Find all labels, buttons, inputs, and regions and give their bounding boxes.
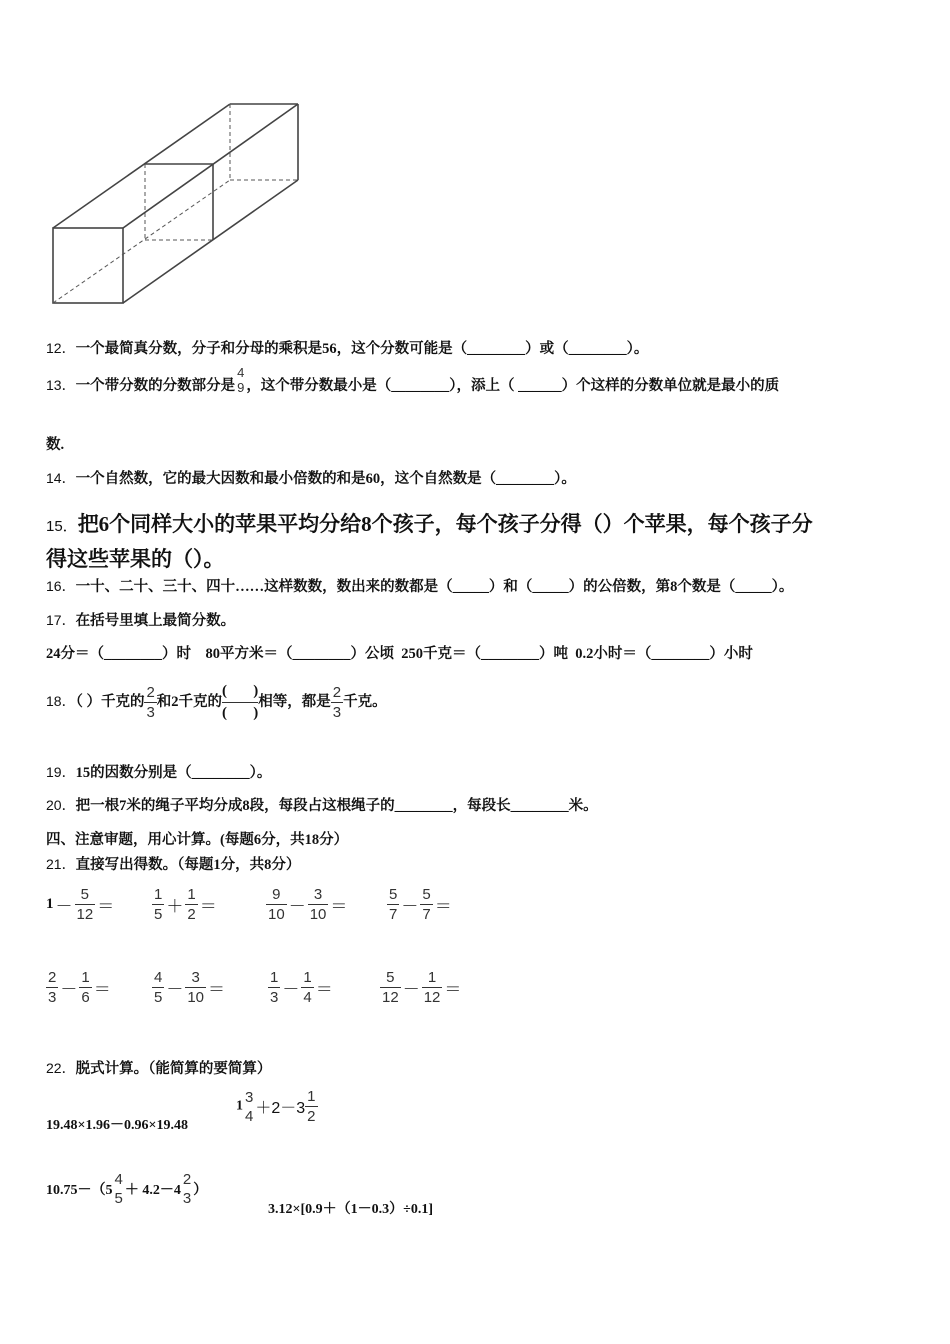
calc-item: $\frac{5}{12}$ － $\frac{1}{12}$ ＝	[382, 969, 462, 1006]
fraction: 2 3	[182, 1171, 192, 1207]
fraction: $\frac{1}{5}$	[154, 886, 163, 923]
question-13-cont: 数.	[46, 437, 65, 453]
calc-item: 1 － $\frac{5}{12}$ ＝	[46, 886, 115, 923]
question-20	[46, 794, 598, 815]
fraction: $\frac{5}{12}$	[76, 886, 94, 923]
fraction: $\frac{1}{4}$	[303, 969, 312, 1006]
question-number: 16．	[46, 578, 76, 594]
blank-fraction[interactable]: ( ) ( )	[222, 683, 259, 721]
fraction: 4 9	[237, 365, 245, 395]
fraction: $\frac{1}{2}$	[187, 886, 196, 923]
question-12	[46, 337, 648, 358]
calc-expression: 19.48×1.96－0.96×19.48	[46, 1118, 188, 1133]
fraction: 3 4	[245, 1088, 254, 1125]
question-text: 一十、二十、三十、四十……这样数数，数出来的数都是（_____）和（_____）的公倍数，第8个数是（_____）。	[75, 579, 794, 595]
fraction: $\frac{2}{3}$	[146, 684, 155, 721]
calc-item: $\frac{1}{3}$ － $\frac{1}{4}$ ＝	[270, 969, 333, 1006]
question-22	[46, 1057, 271, 1078]
fraction: $\frac{1}{2}$	[307, 1088, 316, 1125]
question-21	[46, 853, 300, 874]
calc-expression: 10.75－（5 4 5 ＋ 4.2－4 2 3 ）	[46, 1171, 208, 1207]
calc-item: $\frac{2}{3}$ － $\frac{1}{6}$ ＝	[48, 969, 111, 1006]
fraction: $\frac{2}{3}$	[48, 969, 57, 1006]
question-14	[46, 467, 576, 488]
fraction: $\frac{3}{10}$	[187, 969, 205, 1006]
question-number: 12．	[46, 340, 76, 356]
question-number: 14．	[46, 470, 76, 486]
calc-item: $\frac{5}{7}$ － $\frac{5}{7}$ ＝	[389, 886, 452, 923]
fraction: $\frac{1}{12}$	[423, 969, 441, 1006]
question-text: 在括号里填上最简分数。	[75, 613, 236, 629]
fraction: $\frac{9}{10}$	[268, 886, 285, 923]
question-18	[46, 684, 387, 721]
question-text: 一个最简真分数，分子和分母的乘积是56，这个分数可能是（________）或（________）。	[75, 341, 649, 357]
question-text: 15的因数分别是（________）。	[75, 765, 272, 781]
question-text: 千克。	[343, 693, 387, 710]
question-number: 19．	[46, 764, 76, 780]
question-17	[46, 609, 235, 630]
fraction: $\frac{1}{3}$	[270, 969, 279, 1006]
question-text: ，这个带分数最小是（________），添上（ ______）个这样的分数单位就是最小的质	[246, 378, 780, 394]
question-text: 和2千克的	[156, 693, 223, 710]
calc-item: $\frac{1}{5}$ ＋ $\frac{1}{2}$ ＝	[154, 886, 217, 923]
calc-expression: 1 3 4 ＋2－3 $\frac{1}{2}$	[236, 1088, 316, 1125]
fraction: $\frac{5}{7}$	[389, 886, 398, 923]
question-17-row: 24分＝（________）时 80平方米＝（________）公顷 250千克＝（________）吨 0.2小时＝（________）小时	[46, 646, 753, 662]
question-number: 20．	[46, 797, 76, 813]
question-text: 一个自然数，它的最大因数和最小倍数的和是60，这个自然数是（________）。	[75, 471, 576, 487]
question-13	[46, 366, 779, 395]
question-16	[46, 575, 793, 596]
question-15	[46, 508, 813, 538]
question-number: 18．	[46, 692, 76, 709]
fraction: $\frac{5}{7}$	[422, 886, 431, 923]
question-number: 22．	[46, 1060, 76, 1076]
question-number: 17．	[46, 612, 76, 628]
question-text: 一个带分数的分数部分是	[75, 378, 236, 394]
fraction: $\frac{3}{10}$	[309, 886, 327, 923]
question-number: 13．	[46, 377, 76, 393]
fraction: $\frac{1}{6}$	[81, 969, 90, 1006]
fraction: $\frac{2}{3}$	[332, 684, 342, 721]
question-text: 把一根7米的绳子平均分成8段，每段占这根绳子的________，每段长________米。	[75, 798, 598, 814]
section-heading: 四、注意审题，用心计算。(每题6分，共18分）	[46, 832, 349, 848]
question-19	[46, 761, 271, 782]
calc-expression: 3.12×[0.9＋（1－0.3）÷0.1]	[268, 1202, 433, 1217]
calc-item: $\frac{4}{5}$ － $\frac{3}{10}$ ＝	[154, 969, 226, 1006]
question-number: 15．	[46, 518, 78, 535]
fraction: $\frac{5}{12}$	[382, 969, 399, 1006]
calc-item: $\frac{9}{10}$ － $\frac{3}{10}$ ＝	[268, 886, 348, 923]
cuboid-figure	[45, 100, 305, 310]
question-text: 直接写出得数。（每题1分，共8分）	[75, 857, 301, 873]
question-text: （ ）千克的	[75, 693, 145, 710]
question-text: 把6个同样大小的苹果平均分给8个孩子，每个孩子分得（）个苹果，每个孩子分	[77, 512, 813, 536]
question-text: 脱式计算。（能简算的要简算）	[75, 1061, 272, 1077]
question-text: 相等，都是	[258, 693, 331, 710]
question-number: 21．	[46, 856, 76, 872]
fraction: 4 5	[114, 1171, 123, 1207]
fraction: $\frac{4}{5}$	[154, 969, 163, 1006]
question-15-cont: 得这些苹果的（）。	[46, 547, 225, 571]
